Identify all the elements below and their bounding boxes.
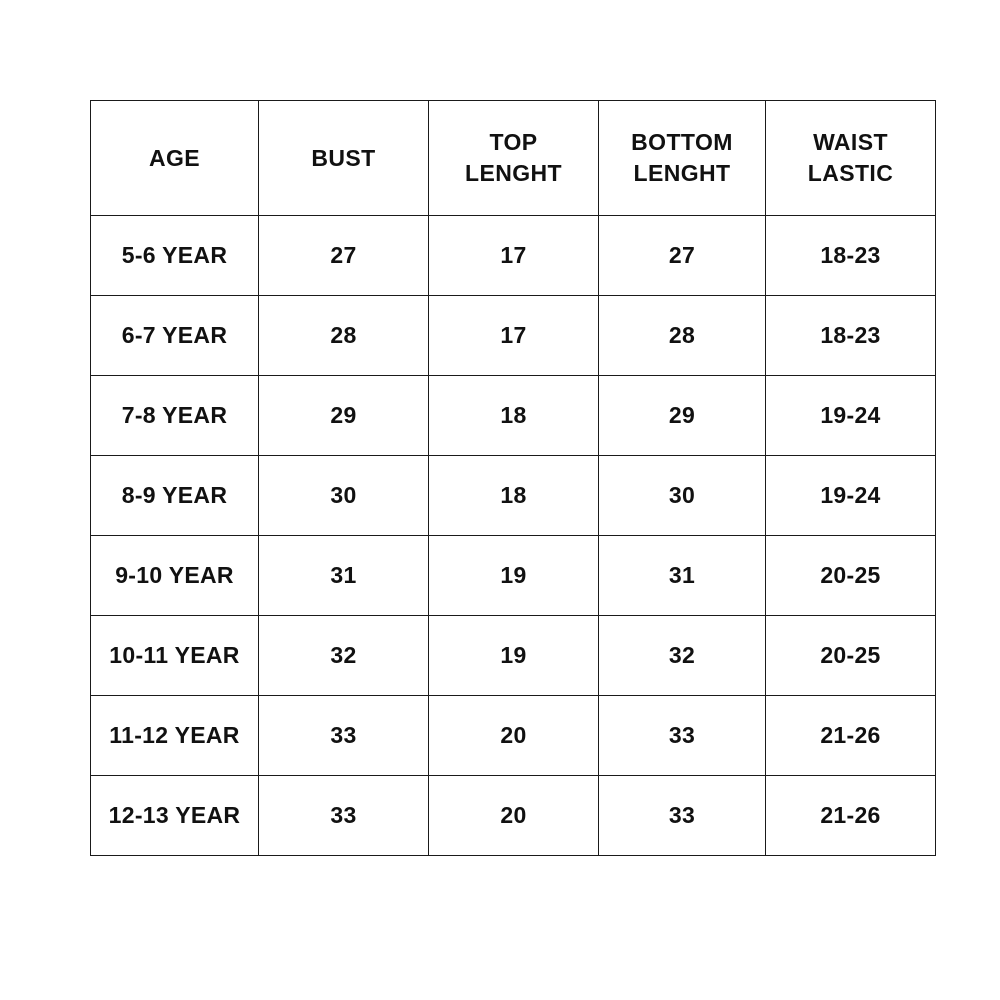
- cell-top-lenght: 17: [429, 216, 599, 296]
- cell-bust: 31: [259, 536, 429, 616]
- column-header-waist-lastic-line-2: LASTIC: [807, 160, 894, 186]
- column-header-waist-lastic: [766, 101, 936, 216]
- cell-waist-lastic: 21-26: [766, 696, 936, 776]
- cell-top-lenght: 17: [429, 296, 599, 376]
- cell-waist-lastic: 19-24: [766, 376, 936, 456]
- column-header-waist-lastic-line-1: WAIST: [813, 129, 888, 155]
- table-row: [91, 456, 936, 536]
- cell-top-lenght: 19: [429, 616, 599, 696]
- size-chart-table: [90, 100, 936, 856]
- cell-bottom-lenght: 31: [599, 536, 766, 616]
- size-chart-container: [90, 100, 935, 856]
- cell-top-lenght: 20: [429, 696, 599, 776]
- table-row: [91, 616, 936, 696]
- cell-bust: 33: [259, 696, 429, 776]
- cell-bottom-lenght: 33: [599, 696, 766, 776]
- cell-bust: 33: [259, 776, 429, 856]
- cell-bottom-lenght: 27: [599, 216, 766, 296]
- cell-top-lenght: 20: [429, 776, 599, 856]
- cell-bottom-lenght: 30: [599, 456, 766, 536]
- cell-waist-lastic: 18-23: [766, 296, 936, 376]
- cell-age: 9-10 YEAR: [91, 536, 259, 616]
- cell-waist-lastic: 21-26: [766, 776, 936, 856]
- cell-bottom-lenght: 33: [599, 776, 766, 856]
- cell-top-lenght: 19: [429, 536, 599, 616]
- cell-bust: 30: [259, 456, 429, 536]
- column-header-bust-line-1: BUST: [311, 144, 376, 171]
- column-header-bottom-lenght-line-1: BOTTOM: [631, 129, 733, 155]
- table-row: [91, 536, 936, 616]
- cell-age: 6-7 YEAR: [91, 296, 259, 376]
- cell-waist-lastic: 20-25: [766, 536, 936, 616]
- cell-top-lenght: 18: [429, 376, 599, 456]
- cell-age: 5-6 YEAR: [91, 216, 259, 296]
- table-header: [91, 101, 936, 216]
- column-header-top-lenght-line-1: TOP: [489, 129, 538, 155]
- table-body: [91, 216, 936, 856]
- table-row: [91, 296, 936, 376]
- table-row: [91, 216, 936, 296]
- cell-bottom-lenght: 29: [599, 376, 766, 456]
- column-header-bust: [259, 101, 429, 216]
- cell-top-lenght: 18: [429, 456, 599, 536]
- cell-age: 8-9 YEAR: [91, 456, 259, 536]
- table-header-row: [91, 101, 936, 216]
- cell-age: 11-12 YEAR: [91, 696, 259, 776]
- column-header-bottom-lenght: [599, 101, 766, 216]
- cell-age: 7-8 YEAR: [91, 376, 259, 456]
- cell-bust: 29: [259, 376, 429, 456]
- cell-bust: 32: [259, 616, 429, 696]
- cell-bust: 27: [259, 216, 429, 296]
- cell-waist-lastic: 20-25: [766, 616, 936, 696]
- cell-bottom-lenght: 32: [599, 616, 766, 696]
- cell-waist-lastic: 18-23: [766, 216, 936, 296]
- table-row: [91, 376, 936, 456]
- cell-bottom-lenght: 28: [599, 296, 766, 376]
- cell-waist-lastic: 19-24: [766, 456, 936, 536]
- cell-age: 10-11 YEAR: [91, 616, 259, 696]
- column-header-age-line-1: AGE: [148, 144, 201, 171]
- table-row: [91, 776, 936, 856]
- column-header-age: [91, 101, 259, 216]
- column-header-top-lenght: [429, 101, 599, 216]
- cell-age: 12-13 YEAR: [91, 776, 259, 856]
- table-row: [91, 696, 936, 776]
- column-header-bottom-lenght-line-2: LENGHT: [633, 160, 731, 186]
- column-header-top-lenght-line-2: LENGHT: [465, 160, 562, 186]
- cell-bust: 28: [259, 296, 429, 376]
